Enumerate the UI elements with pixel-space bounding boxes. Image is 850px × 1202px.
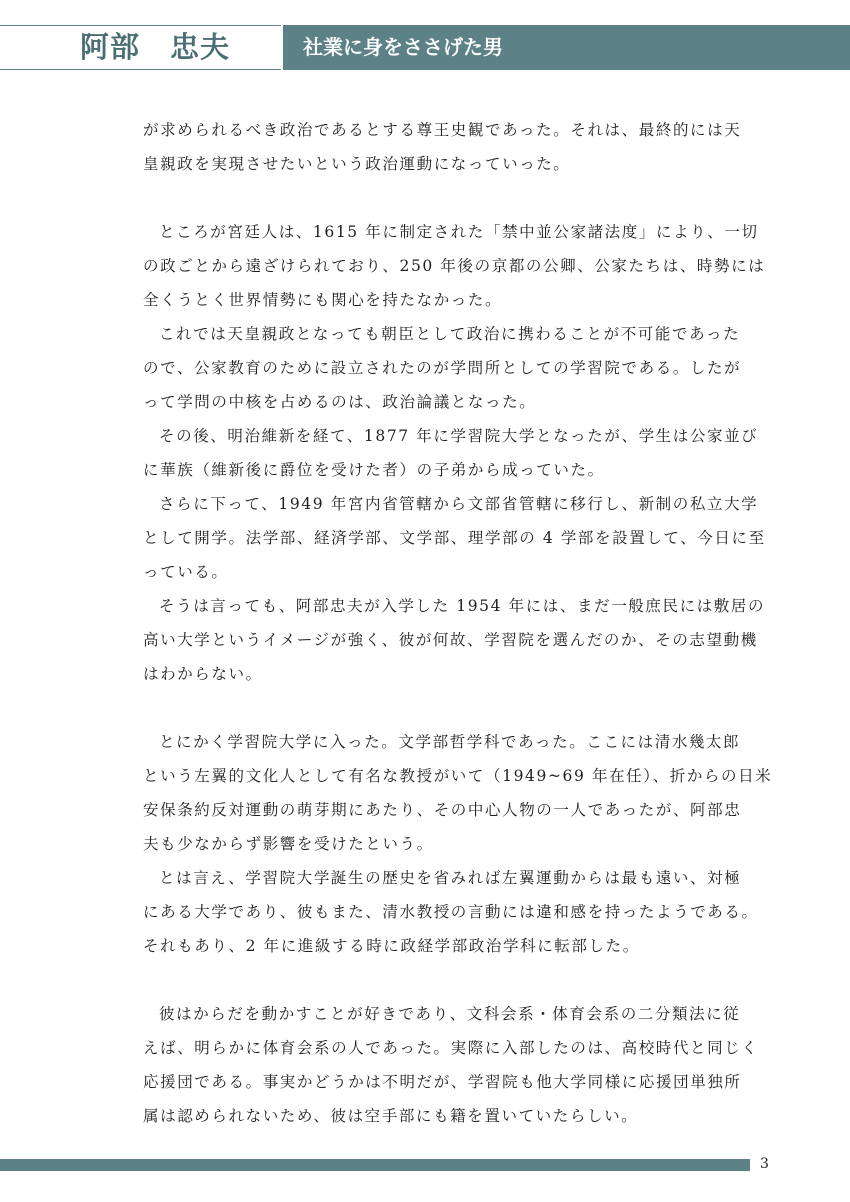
text-line: にある大学であり、彼もまた、清水教授の言動には違和感を持ったようである。 bbox=[143, 903, 759, 921]
chapter-title-banner bbox=[283, 25, 850, 70]
text-line: えば、明らかに体育会系の人であった。実際に入部したのは、高校時代と同じく bbox=[143, 1039, 759, 1057]
page-header bbox=[0, 25, 850, 70]
text-line: ので、公家教育のために設立されたのが学問所としての学習院である。したが bbox=[143, 359, 742, 377]
article-body bbox=[143, 113, 773, 1133]
author-name-panel bbox=[0, 25, 281, 70]
chapter-title: 社業に身をささげた男 bbox=[303, 35, 503, 59]
text-line: って学問の中核を占めるのは、政治論議となった。 bbox=[143, 393, 537, 411]
paragraph bbox=[143, 487, 766, 589]
text-line: 安保条約反対運動の萌芽期にあたり、その中心人物の一人であったが、阿部忠 bbox=[143, 801, 742, 819]
text-line: っている。 bbox=[143, 563, 229, 581]
text-line: とにかく学習院大学に入った。文学部哲学科であった。ここには清水幾太郎 bbox=[159, 733, 741, 751]
text-line: 彼はからだを動かすことが好きであり、文科会系・体育会系の二分類法に従 bbox=[159, 1005, 741, 1023]
footer-bar bbox=[0, 1159, 750, 1171]
text-line: それもあり、2 年に進級する時に政経学部政治学科に転部した。 bbox=[143, 937, 640, 955]
page-number: 3 bbox=[760, 1156, 769, 1172]
text-line: そうは言っても、阿部忠夫が入学した 1954 年には、まだ一般庶民には敷居の bbox=[159, 597, 766, 615]
paragraph-gap bbox=[143, 691, 755, 725]
text-line: に華族（維新後に爵位を受けた者）の子弟から成っていた。 bbox=[143, 461, 605, 479]
text-line: とは言え、学習院大学誕生の歴史を省みれば左翼運動からは最も遠い、対極 bbox=[159, 869, 742, 887]
paragraph bbox=[143, 589, 766, 691]
text-line: が求められるべき政治であるとする尊王史観であった。それは、最終的には天 bbox=[143, 121, 742, 139]
paragraph bbox=[143, 113, 755, 181]
text-line: さらに下って、1949 年宮内省管轄から文部省管轄に移行し、新制の私立大学 bbox=[159, 495, 759, 513]
text-line: 属は認められないため、彼は空手部にも籍を置いていたらしい。 bbox=[143, 1107, 639, 1125]
text-line: 夫も少なからず影響を受けたという。 bbox=[143, 835, 434, 853]
paragraph bbox=[143, 725, 773, 861]
text-line: の政ごとから遠ざけられており、250 年後の京都の公卿、公家たちは、時勢には bbox=[143, 257, 766, 275]
paragraph bbox=[143, 215, 766, 317]
text-line: これでは天皇親政となっても朝臣として政治に携わることが不可能であった bbox=[159, 325, 741, 343]
text-line: という左翼的文化人として有名な教授がいて（1949~69 年在任）、折からの日米 bbox=[143, 767, 773, 785]
text-line: その後、明治維新を経て、1877 年に学習院大学となったが、学生は公家並び bbox=[159, 427, 759, 445]
text-line: 皇親政を実現させたいという政治運動になっていった。 bbox=[143, 155, 571, 173]
text-line: はわからない。 bbox=[143, 665, 263, 683]
paragraph bbox=[143, 997, 759, 1133]
text-line: 全くうとく世界情勢にも関心を持たなかった。 bbox=[143, 291, 503, 309]
author-name: 阿部 忠夫 bbox=[80, 30, 231, 64]
paragraph bbox=[143, 861, 759, 963]
text-line: 高い大学というイメージが強く、彼が何故、学習院を選んだのか、その志望動機 bbox=[143, 631, 758, 649]
paragraph-gap bbox=[143, 963, 755, 997]
paragraph bbox=[143, 317, 755, 419]
text-line: 応援団である。事実かどうかは不明だが、学習院も他大学同様に応援団単独所 bbox=[143, 1073, 742, 1091]
paragraph-gap bbox=[143, 181, 755, 215]
paragraph bbox=[143, 419, 759, 487]
text-line: として開学。法学部、経済学部、文学部、理学部の 4 学部を設置して、今日に至 bbox=[143, 529, 766, 547]
text-line: ところが宮廷人は、1615 年に制定された「禁中並公家諸法度」により、一切 bbox=[159, 223, 759, 241]
